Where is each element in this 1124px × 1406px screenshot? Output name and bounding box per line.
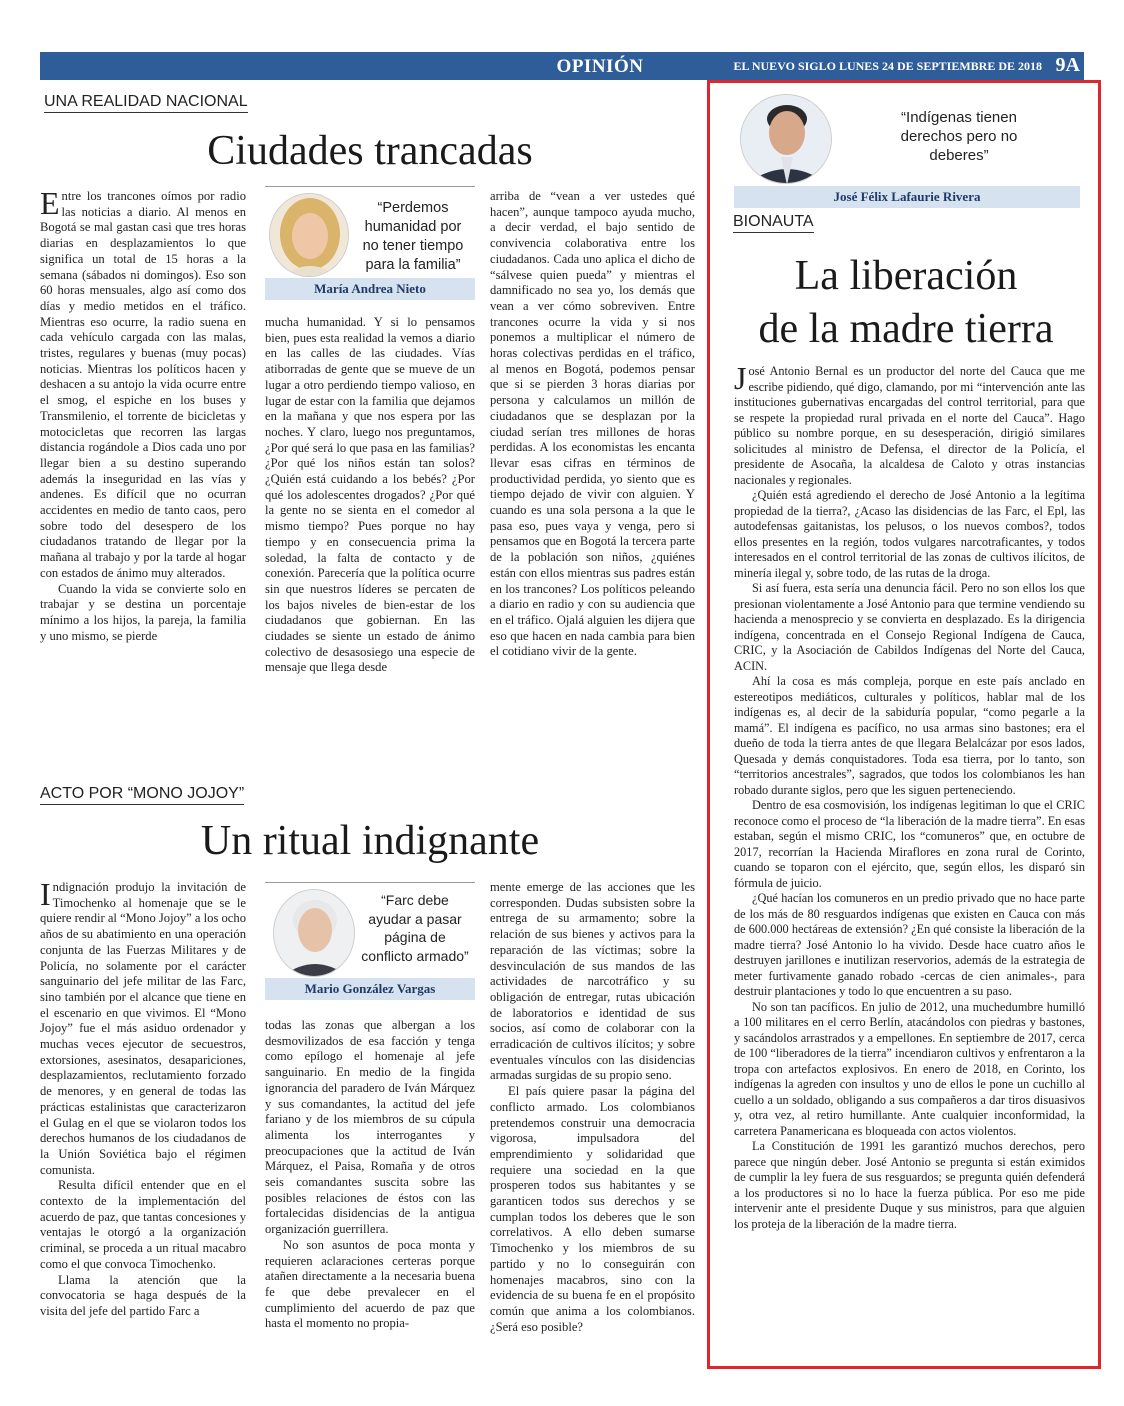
article3-paragraph: Si así fuera, esta sería una denuncia fácil. Pero no son ellos los que presionan violentamente a José Antonio para que termine vendiendo su hacienda a menosprecio y se convierta en desplazado. Es la dirigencia indígena, concentrada en el Consejo Regional Indígena de Cauca, CRIC, y la Asociación de Cabildos Indígenas del Norte del Cauca, ACIN. xyxy=(734,581,1085,673)
author-portrait-icon xyxy=(741,95,832,184)
article3-paragraph: La Constitución de 1991 les garantizó muchos derechos, pero parece que ningún deber. José Antonio se pregunta si están eximidos de cumplir la ley fuera de sus resguardos; se pregunta quién defenderá a los productores si no lo hace la fuerza pública. Por eso me pide intervenir ante el presidente Duque y sus ministros, para que alguien los proteja de la liberación de la madre tierra. xyxy=(734,1139,1085,1231)
article3-kicker: BIONAUTA xyxy=(733,213,814,233)
article1-title: Ciudades trancadas xyxy=(207,128,533,174)
article2-author-box xyxy=(265,882,475,1000)
article1-paragraph: mucha humanidad. Y si lo pensamos bien, pues esta realidad la vemos a diario en las calles de las ciudades. Vías atiborradas de gente que se mueve de un lugar a otro perdiendo tiempo valioso, en lugar de estar con la familia que dejamos en la mañana y que nos espera por las noches. Y claro, luego nos preguntamos, ¿Por qué será lo que pasa en las familias? ¿Por qué los niños están tan solos? ¿Quién está cuidando a los bebés? ¿Por qué los adolescentes drogados? ¿Por qué la gente no se sienta en el comedor al mismo tiempo? Pues porque no hay tiempo y en consecuencia prima la soledad, la falta de contacto y de conexión. Parecería que la política ocurre sin que nuestros líderes se percaten de los bajos niveles de bien-estar de los ciudadanos que gobiernan. En las ciudades se siente un estado de ánimo colectivo de desasosiego una especie de mensaje que llega desde xyxy=(265,315,475,675)
article2-column-1 xyxy=(40,880,246,1390)
article2-column-2 xyxy=(265,1018,475,1390)
article3-paragraph: ¿Qué hacían los comuneros en un predio privado que no hace parte de los más de 80 resguardos indígenas que existen en Cauca con más de 600.000 hectáreas de extensión? ¿En qué consiste la liberación de la madre tierra? José Antonio lo ha vivido. Desde hace cuatro años le destruyen jarillones e inutilizan reservorios, además de la estrategia de meter furtivamente ganado robado -cercas de cien animales-, para destruir plantaciones y todo lo que encuentren a su paso. xyxy=(734,891,1085,998)
article2-paragraph: El país quiere pasar la página del conflicto armado. Los colombianos pretendemos construir una democracia vigorosa, impulsadora del emprendimiento y solidaridad que requiere una sociedad en la que prosperen todos sus habitantes y se garanticen todos sus derechos y se cumplan todos los deberes que le son correlativos. A ello deben sumarse Timochenko y los miembros de su partido y no lo conseguirán con homenajes macabros, sino con la evidencia de su buena fe en el propósito común que anima a los colombianos. ¿Será eso posible? xyxy=(490,1084,695,1334)
article1-paragraph: arriba de “vean a ver ustedes qué hacen”, aunque tampoco ayuda mucho, a decir verdad, el bajo sentido de convivencia colaborativa entre los ciudadanos. Cada uno aplica el dicho de “sálvese quien pueda” y mientras el damnificado no sea yo, los demás que vean a ver cómo sobreviven. Entre trancones ocurre la vida y si nos ponemos a multiplicar el número de horas colectivas perdidas en el tráfico, al menos en Bogotá, podemos pensar que si se pierden 3 horas diarias por persona y calculamos un millón de ciudadanos que se desplazan por la ciudad serían tres millones de horas perdidas. A los economistas les encanta llevar esas cifras en términos de productividad perdida, yo siento que es tiempo dejado de vivir con alguien. Y cuando es una sola persona a la que le pasa eso, pues vaya y venga, pero si pensamos que en Bogotá la tercera parte de la población son niños, ¿quiénes están con ellos mientras sus padres están en los trancones? Los políticos peleando a diario en radio y con su audiencia que en el tráfico. Ojalá alguien les dijera que eso que hacen en nada cambia para bien el cotidiano vivir de la gente. xyxy=(490,189,695,659)
article3-title-line-1: La liberación xyxy=(794,253,1018,299)
article2-paragraph: mente emerge de las acciones que les corresponden. Dudas subsisten sobre la entrega de su armamento; sobre la relación de sus bienes y activos para la reparación de las víctimas; sobre la desvinculación de sus mandos de las actividades de narcotráfico y su obligación de entregar, rutas ubicación de laboratorios e identidad de sus socios, así como de colaborar con la erradicación de cultivos ilícitos; y sobre eventuales vínculos con las disidencias armadas surgidas de su propio seno. xyxy=(490,880,695,1083)
article2-pull-quote: “Farc debe ayudar a pasar página de conflicto armado” xyxy=(361,892,469,964)
article3-title-line-2: de la madre tierra xyxy=(758,306,1054,352)
article1-author-name: María Andrea Nieto xyxy=(265,278,475,300)
article3-paragraph: ¿Quién está agrediendo el derecho de José Antonio a la legítima propiedad de la tierra?, ¿Acaso las disidencias de las Farc, el Epl, las autodefensas gaitanistas, los pelusos, o los nuevos combos?, todos ellos presentes en la región, todos vulgares narcotraficantes, y todos interesados en el control territorial de las zonas de cultivos ilícitos, de minería ilegal y, sobre todo, de las rutas de la droga. xyxy=(734,488,1085,580)
article2-paragraph: No son asuntos de poca monta y requieren aclaraciones certeras porque atañen directamente a la necesaria buena fe que debe prevalecer en el cumplimiento del acuerdo de paz que hasta el momento no propia- xyxy=(265,1237,475,1331)
author-photo-maria-andrea-nieto xyxy=(269,193,349,277)
article3-author-box xyxy=(734,92,1080,208)
newspaper-date-line: EL NUEVO SIGLO LUNES 24 DE SEPTIEMBRE DE 2018 xyxy=(733,59,1042,73)
page-number: 9A xyxy=(1055,54,1080,76)
author-photo-jose-felix-lafaurie xyxy=(740,94,832,184)
article2-author-name: Mario González Vargas xyxy=(265,978,475,1000)
article2-paragraph: Llama la atención que la convocatoria se haga después de la visita del jefe del partido Farc a xyxy=(40,1272,246,1318)
article2-kicker: ACTO POR “MONO JOJOY” xyxy=(40,785,244,805)
article1-paragraph: Entre los trancones oímos por radio las noticias a diario. Al menos en Bogotá se mal gastan casi que tres horas diarias en desplazamientos lo que significa un total de 15 horas a la semana (sábados ni domingos). Eso son 60 horas mensuales, algo así como dos días y medio metidos en el tráfico. Mientras eso ocurre, la radio suena en cada vehículo cargada con las malas, tristes, regulares y buenas (muy pocas) noticias. Mientras los políticos hacen y deshacen a su antojo la vida ocurre entre el smog, el espiche en los buses y Transmilenio, el torrente de bicicletas y motocicletas que recorren las largas distancia rogándole a Dios cada uno por llegar bien a su destino superando además la inseguridad en las vías y andenes. Es difícil que no ocurran accidentes en medio de tanto caos, pero sobre todo del desespero de los ciudadanos tratando de llegar por la mañana al trabajo y por la tarde al hogar con estados de ánimo muy alterados. xyxy=(40,189,246,580)
article1-author-box xyxy=(265,186,475,300)
article3-paragraph: José Antonio Bernal es un productor del norte del Cauca que me escribe pidiendo, qué digo, clamando, por mi “intervención ante las instituciones gubernativas encargadas del control territorial, para que se respete la propiedad rural privada en el norte del Cauca”. Hago público su nombre porque, en su desesperación, dirigió similares solicitudes al ministro de Defensa, el director de la Policía, el presidente de Asocaña, la alcaldesa de Caloto y otras instancias nacionales y regionales. xyxy=(734,364,1085,487)
page-header-bar xyxy=(40,52,1084,80)
article1-paragraph: Cuando la vida se convierte solo en trabajar y se destina un porcentaje mínimo a los hijos, la pareja, la familia y uno mismo, se pierde xyxy=(40,581,246,643)
article3-paragraph: Dentro de esa cosmovisión, los indígenas legitiman lo que el CRIC reconoce como el proceso de “la liberación de la madre tierra”. En esas estaban, según el mismo CRIC, los “comuneros” que, en octubre de 2017, recorrían la Hacienda Miraflores en zona rural de Corinto, cuando se toparon con el ejército, que, según ellos, les disparó sin fórmula de juicio. xyxy=(734,798,1085,890)
article1-kicker: UNA REALIDAD NACIONAL xyxy=(44,93,248,113)
article2-paragraph: Resulta difícil entender que en el contexto de la implementación del acuerdo de paz, que tantas concesiones y ventajas le otorgó a la organización criminal, se proceda a un ritual macabro como el que convoca Timochenko. xyxy=(40,1178,246,1271)
author-photo-mario-gonzalez-vargas xyxy=(273,889,355,977)
article1-column-3 xyxy=(490,189,695,709)
article3-pull-quote: “Indígenas tienen derechos pero no deberes” xyxy=(900,109,1018,164)
article3-paragraph: No son tan pacíficos. En julio de 2012, una muchedumbre humilló a 100 militares en el cerro Berlín, atacándolos con piedras y bastones, y sacándolos arrastrados y a empellones. En septiembre de 2017, cerca de 100 “liberadores de la tierra” incendiaron cultivos y enfrentaron a la tropa con artefactos explosivos. En enero de 2018, en Corinto, los indígenas la agreden con insultos y uno de ellos le pone un cuchillo al cuello a un soldado, obligando a sus compañeros a dar tiros disuasivos y, otra vez, al retiro humillante. Ante cualquier inconformidad, la carretera Panamericana es bloqueada con actos violentos. xyxy=(734,999,1085,1138)
article2-title: Un ritual indignante xyxy=(200,818,540,864)
article1-column-2 xyxy=(265,315,475,705)
article3-author-name: José Félix Lafaurie Rivera xyxy=(734,186,1080,208)
article2-column-3 xyxy=(490,880,695,1380)
article3-body xyxy=(734,364,1085,1359)
article3-paragraph: Ahí la cosa es más compleja, porque en este país anclado en estereotipos mediáticos, culturales y políticos, hablar mal de los indígenas es, al decir de la sabiduría popular, “como pegarle a la mamá”. El indígena es pacífico, no usa armas sino bastones; era el dueño de toda la tierra antes de que llegara Belalcázar por esos lados, Quesada y demás conquistadores. Toda esa tierra, por lo tanto, son “territorios ancestrales”, sagrados, que todos los colombianos les han robado durante siglos, pero que les siguen perteneciendo. xyxy=(734,674,1085,797)
article1-pull-quote: “Perdemos humanidad por no tener tiempo para la familia” xyxy=(362,200,464,273)
section-name: OPINIÓN xyxy=(556,56,644,77)
article2-paragraph: Indignación produjo la invitación de Timochenko al homenaje que se le quiere rendir al “Mono Jojoy” a los ocho años de su abatimiento en una operación conjunta de las Fuerzas Militares y de Policía, no solamente por el carácter sanguinario del jefe militar de las Farc, sino también por el alcance que tiene en el escenario en que vivimos. El “Mono Jojoy” fue el más asiduo ordenador y muchas veces ejecutor de secuestros, extorsiones, asesinatos, desapariciones, desplazamientos, reclutamiento forzado de menores, y en general de todas las prácticas estalinistas que caracterizaron el Gulag en el que se violaron todos los derechos humanos de los ciudadanos de la Unión Soviética bajo el régimen comunista. xyxy=(40,880,246,1177)
author-portrait-icon xyxy=(270,194,349,277)
article2-paragraph: todas las zonas que albergan a los desmovilizados de esa facción y tenga como epílogo el homenaje al jefe sanguinario. En medio de la fingida ignorancia del paradero de Iván Márquez y sus comandantes, la actitud del jefe fariano y de los miembros de su cúpula alimenta los interrogantes y preocupaciones que la actitud de Iván Márquez, el Paisa, Romaña y de otros seis comandantes suscita sobre las posibles relaciones de éstos con las fortalecidas disidencias de la antigua organización guerrillera. xyxy=(265,1018,475,1237)
author-portrait-icon xyxy=(274,890,355,977)
article1-column-1 xyxy=(40,189,246,717)
